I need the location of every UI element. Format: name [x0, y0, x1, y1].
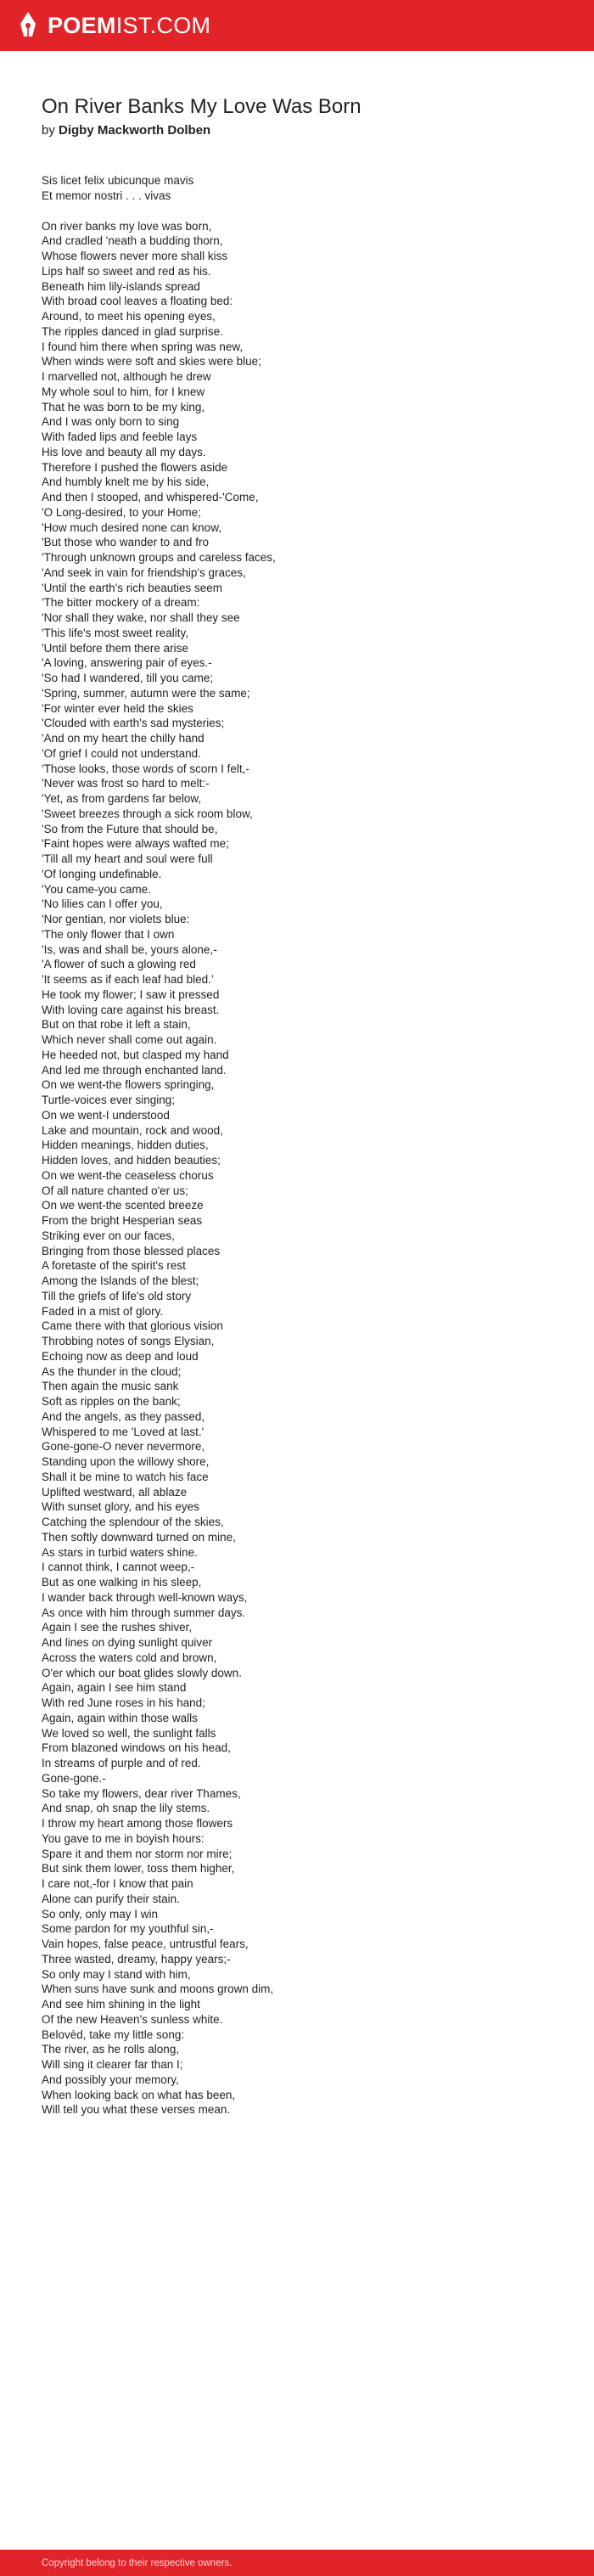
poem-line: So only may I stand with him, — [42, 1967, 191, 1981]
poem-line: As stars in turbid waters shine. — [42, 1545, 198, 1559]
poem-line: With loving care against his breast. — [42, 1003, 220, 1016]
poem-line: Soft as ripples on the bank; — [42, 1395, 181, 1408]
poem-line: With broad cool leaves a floating bed: — [42, 295, 233, 308]
poem-line: Beneath him lily-islands spread — [42, 279, 200, 293]
poem-line: Therefore I pushed the flowers aside — [42, 460, 228, 474]
poem-line: As once with him through summer days. — [42, 1606, 246, 1619]
poem-line: That he was born to be my king, — [42, 400, 205, 413]
poem-line: Catching the splendour of the skies, — [42, 1516, 224, 1528]
poem-line: So take my flowers, dear river Thames, — [42, 1786, 241, 1800]
poem-line: And the angels, as they passed, — [42, 1409, 205, 1423]
poem-line: 'Those looks, those words of scorn I felt,- — [42, 762, 249, 775]
poem-line: When winds were soft and skies were blue; — [42, 355, 261, 368]
poem-line: 'Until before them there arise — [42, 641, 188, 655]
poem-line: 'No lilies can I offer you, — [42, 897, 163, 911]
poem-line: 'Through unknown groups and careless faces, — [42, 551, 276, 564]
poem-line: Across the waters cold and brown, — [42, 1651, 217, 1664]
poem-line: 'Faint hopes were always wafted me; — [42, 837, 229, 851]
brand-light: IST.COM — [115, 12, 211, 38]
poem-line: Turtle-voices ever singing; — [42, 1094, 176, 1106]
poem-line: 'Of grief I could not understand. — [42, 746, 201, 760]
poem-line: 'So had I wandered, till you came; — [42, 672, 214, 684]
poem-line: Bringing from those blessed places — [42, 1244, 221, 1257]
poem-line: Came there with that glorious vision — [42, 1319, 223, 1333]
poem-line: Belovèd, take my little song: — [42, 2028, 185, 2041]
poem-line: 'You came-you came. — [42, 882, 151, 896]
epigraph-line: Sis licet felix ubicunque mavis — [42, 174, 194, 187]
poem-line: 'The bitter mockery of a dream: — [42, 596, 200, 610]
poem-line: And snap, oh snap the lily stems. — [42, 1802, 210, 1815]
poem-line: With faded lips and feeble lays — [42, 430, 198, 443]
poem-line: And cradled 'neath a budding thorn, — [42, 234, 223, 248]
site-footer — [0, 2550, 594, 2576]
poem-line: 'For winter ever held the skies — [42, 701, 193, 715]
poem-line: I throw my heart among those flowers — [42, 1817, 233, 1830]
brand-bold: POEM — [48, 12, 116, 38]
poem-content — [42, 93, 551, 2118]
poem-line: 'Nor shall they wake, nor shall they see — [42, 611, 240, 624]
poem-line: So only, only may I win — [42, 1907, 159, 1921]
poem-line: 'Of longing undefinable. — [42, 867, 162, 880]
poem-line: On we went-the flowers springing, — [42, 1078, 215, 1092]
poem-line: You gave to me in boyish hours: — [42, 1831, 205, 1845]
site-logo-text[interactable] — [48, 14, 210, 37]
by-label: by — [42, 123, 55, 138]
copyright-text: Copyright belong to their respective owners. — [42, 2557, 233, 2568]
poem-line: 'Never was frost so hard to melt:- — [42, 777, 210, 790]
poem-line: And led me through enchanted land. — [42, 1063, 227, 1077]
poem-line: Hidden loves, and hidden beauties; — [42, 1154, 221, 1167]
poem-line: Then softly downward turned on mine, — [42, 1530, 236, 1544]
poem-line: On river banks my love was born, — [42, 219, 212, 233]
poem-line: Of the new Heaven's sunless white. — [42, 2012, 223, 2026]
poem-line: And lines on dying sunlight quiver — [42, 1636, 213, 1649]
poem-line: Throbbing notes of songs Elysian, — [42, 1335, 215, 1347]
poem-line: 'And on my heart the chilly hand — [42, 732, 205, 745]
poem-title: On River Banks My Love Was Born — [42, 95, 361, 118]
poem-line: Echoing now as deep and loud — [42, 1349, 199, 1363]
poem-line: And possibly your memory, — [42, 2073, 179, 2086]
poem-line: Which never shall come out again. — [42, 1033, 217, 1046]
poem-line: But on that robe it left a stain, — [42, 1018, 191, 1032]
poem-line: Some pardon for my youthful sin,- — [42, 1922, 214, 1936]
poem-line: My whole soul to him, for I knew — [42, 385, 205, 398]
poem-line: Three wasted, dreamy, happy years;- — [42, 1952, 231, 1966]
poem-line: I cannot think, I cannot weep,- — [42, 1561, 195, 1574]
site-header — [0, 0, 594, 51]
poem-line: On we went-the ceaseless chorus — [42, 1168, 214, 1182]
poem-line: Spare it and them nor storm nor mire; — [42, 1847, 233, 1860]
poem-line: And then I stooped, and whispered-'Come, — [42, 491, 259, 503]
poem-line: 'Nor gentian, nor violets blue: — [42, 913, 190, 925]
poem-line: As the thunder in the cloud; — [42, 1364, 182, 1378]
poem-body — [42, 219, 551, 2118]
poem-line: Gone-gone-O never nevermore, — [42, 1440, 205, 1454]
poem-line: And see him shining in the light — [42, 1998, 200, 2011]
poem-line: Uplifted westward, all ablaze — [42, 1485, 188, 1499]
poem-line: On we went-the scented breeze — [42, 1199, 204, 1212]
poem-line: I found him there when spring was new, — [42, 340, 244, 353]
poem-line: 'This life's most sweet reality, — [42, 626, 188, 639]
poem-line: On we went-I understood — [42, 1108, 170, 1122]
poem-line: Will sing it clearer far than I; — [42, 2058, 183, 2071]
poem-line: Lips half so sweet and red as his. — [42, 264, 211, 278]
poem-line: 'It seems as if each leaf had bled.' — [42, 973, 214, 986]
poem-line: Again I see the rushes shiver, — [42, 1621, 193, 1634]
poem-line: From the bright Hesperian seas — [42, 1214, 203, 1227]
poem-line: With sunset glory, and his eyes — [42, 1500, 199, 1514]
poem-line: I care not,-for I know that pain — [42, 1877, 193, 1890]
poem-line: Then again the music sank — [42, 1380, 179, 1393]
poem-line: Around, to meet his opening eyes, — [42, 310, 216, 323]
poem-line: Again, again I see him stand — [42, 1681, 187, 1695]
poem-line: And I was only born to sing — [42, 415, 180, 429]
poem-line: 'O Long-desired, to your Home; — [42, 505, 201, 519]
poem-line: In streams of purple and of red. — [42, 1757, 201, 1769]
poem-line: Gone-gone.- — [42, 1771, 106, 1785]
poem-line: 'The only flower that I own — [42, 927, 175, 941]
poem-line: Lake and mountain, rock and wood, — [42, 1123, 223, 1137]
poem-line: 'So from the Future that should be, — [42, 822, 218, 835]
poem-line: The river, as he rolls along, — [42, 2043, 180, 2056]
poem-line: Alone can purify their stain. — [42, 1892, 180, 1905]
poem-line: 'A flower of such a glowing red — [42, 958, 196, 971]
poem-line: But sink them lower, toss them higher, — [42, 1862, 235, 1876]
poem-line: Among the Islands of the blest; — [42, 1274, 199, 1287]
poem-line: But as one walking in his sleep, — [42, 1576, 202, 1589]
poem-line: He took my flower; I saw it pressed — [42, 987, 220, 1001]
poem-line: And humbly knelt me by his side, — [42, 475, 210, 489]
poem-line: I wander back through well-known ways, — [42, 1590, 248, 1604]
pen-nib-icon[interactable] — [17, 10, 39, 41]
poem-line: Hidden meanings, hidden duties, — [42, 1139, 209, 1152]
poem-line: Whose flowers never more shall kiss — [42, 250, 228, 262]
poem-line: Vain hopes, false peace, untrustful fears, — [42, 1938, 249, 1950]
poem-line: 'And seek in vain for friendship's graces, — [42, 565, 246, 579]
poem-line: 'Yet, as from gardens far below, — [42, 792, 202, 805]
poem-line: Of all nature chanted o'er us; — [42, 1184, 188, 1197]
poem-line: Again, again within those walls — [42, 1711, 198, 1724]
author-link[interactable]: Digby Mackworth Dolben — [59, 123, 211, 138]
poem-line: With red June roses in his hand; — [42, 1696, 205, 1709]
poem-line: 'Is, was and shall be, yours alone,- — [42, 942, 217, 956]
poem-line: We loved so well, the sunlight falls — [42, 1726, 216, 1740]
poem-line: 'But those who wander to and fro — [42, 536, 209, 549]
poem-line: When looking back on what has been, — [42, 2088, 236, 2101]
poem-line: Standing upon the willowy shore, — [42, 1455, 210, 1468]
poem-line: 'A loving, answering pair of eyes.- — [42, 656, 212, 670]
poem-line: Striking ever on our faces, — [42, 1229, 175, 1242]
poem-line: His love and beauty all my days. — [42, 445, 206, 458]
poem-line: Faded in a mist of glory. — [42, 1304, 164, 1318]
epigraph — [42, 173, 551, 204]
byline — [42, 122, 551, 139]
poem-line: Shall it be mine to watch his face — [42, 1470, 209, 1483]
poem-line: From blazoned windows on his head, — [42, 1741, 231, 1755]
epigraph-line: Et memor nostri . . . vivas — [42, 188, 171, 202]
poem-line: O'er which our boat glides slowly down. — [42, 1666, 242, 1679]
poem-line: Will tell you what these verses mean. — [42, 2103, 231, 2117]
poem-line: Till the griefs of life's old story — [42, 1289, 192, 1302]
poem-line: A foretaste of the spirit's rest — [42, 1259, 186, 1273]
poem-line: 'Until the earth's rich beauties seem — [42, 581, 223, 594]
poem-line: 'Sweet breezes through a sick room blow, — [42, 807, 253, 820]
poem-line: When suns have sunk and moons grown dim, — [42, 1983, 274, 1996]
poem-line: 'Clouded with earth's sad mysteries; — [42, 717, 225, 730]
poem-line: He heeded not, but clasped my hand — [42, 1048, 229, 1061]
poem-line: 'Spring, summer, autumn were the same; — [42, 686, 250, 700]
poem-line: I marvelled not, although he drew — [42, 370, 211, 383]
poem-line: Whispered to me 'Loved at last.' — [42, 1425, 205, 1438]
poem-line: The ripples danced in glad surprise. — [42, 324, 223, 338]
poem-line: 'How much desired none can know, — [42, 520, 221, 534]
poem-line: 'Till all my heart and soul were full — [42, 852, 213, 865]
